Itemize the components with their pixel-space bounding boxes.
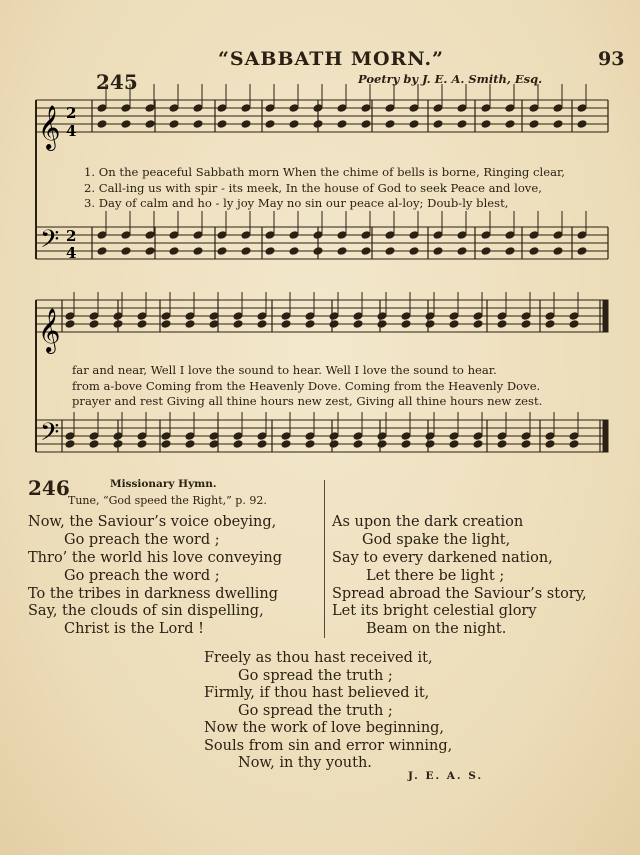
note-head bbox=[313, 104, 323, 113]
note-head bbox=[169, 120, 179, 129]
note-head bbox=[377, 312, 387, 321]
note-head bbox=[161, 312, 171, 321]
lyric-line-3: 3. Day of calm and ho - ly joy May no sin our peace al-loy; Doub-ly blest, bbox=[84, 196, 509, 210]
note-head bbox=[385, 231, 395, 240]
note-head bbox=[353, 440, 363, 449]
note-head bbox=[241, 247, 251, 256]
note-head bbox=[305, 440, 315, 449]
note-head bbox=[281, 440, 291, 449]
note-head bbox=[385, 247, 395, 256]
note-head bbox=[161, 432, 171, 441]
verse-line: As upon the dark creation bbox=[332, 514, 524, 530]
note-head bbox=[281, 432, 291, 441]
note-head bbox=[361, 120, 371, 129]
note-head bbox=[145, 120, 155, 129]
note-head bbox=[217, 231, 227, 240]
note-head bbox=[337, 247, 347, 256]
note-head bbox=[97, 120, 107, 129]
note-head bbox=[337, 120, 347, 129]
note-head bbox=[193, 247, 203, 256]
verse-line: To the tribes in darkness dwelling bbox=[28, 586, 278, 602]
note-head bbox=[545, 440, 555, 449]
note-head bbox=[193, 231, 203, 240]
note-head bbox=[289, 104, 299, 113]
hymn-246-tune: Tune, “God speed the Right,” p. 92. bbox=[68, 494, 267, 507]
note-head bbox=[361, 104, 371, 113]
note-head bbox=[425, 312, 435, 321]
note-head bbox=[89, 312, 99, 321]
note-head bbox=[257, 320, 267, 329]
note-head bbox=[505, 104, 515, 113]
note-head bbox=[217, 104, 227, 113]
note-head bbox=[497, 432, 507, 441]
note-head bbox=[281, 312, 291, 321]
note-head bbox=[65, 432, 75, 441]
note-head bbox=[257, 432, 267, 441]
note-head bbox=[433, 247, 443, 256]
note-head bbox=[377, 432, 387, 441]
note-head bbox=[521, 320, 531, 329]
note-head bbox=[401, 440, 411, 449]
note-head bbox=[497, 312, 507, 321]
note-head bbox=[553, 104, 563, 113]
note-head bbox=[481, 120, 491, 129]
note-head bbox=[185, 432, 195, 441]
note-head bbox=[97, 104, 107, 113]
note-head bbox=[449, 440, 459, 449]
note-head bbox=[521, 440, 531, 449]
note-head bbox=[473, 312, 483, 321]
verse-line: Let its bright celestial glory bbox=[332, 603, 537, 619]
note-head bbox=[329, 312, 339, 321]
page-title: “SABBATH MORN.” bbox=[218, 48, 444, 70]
note-head bbox=[505, 120, 515, 129]
lyric-line-5: from a-bove Coming from the Heavenly Dove. Coming from the Heavenly Dove. bbox=[72, 379, 541, 393]
note-head bbox=[193, 104, 203, 113]
note-head bbox=[329, 432, 339, 441]
note-head bbox=[89, 440, 99, 449]
note-head bbox=[569, 432, 579, 441]
note-head bbox=[121, 247, 131, 256]
note-head bbox=[473, 320, 483, 329]
note-head bbox=[169, 104, 179, 113]
note-head bbox=[409, 247, 419, 256]
note-head bbox=[385, 104, 395, 113]
note-head bbox=[409, 120, 419, 129]
note-head bbox=[185, 312, 195, 321]
treble-clef-icon: 𝄞 bbox=[38, 105, 61, 149]
note-head bbox=[521, 432, 531, 441]
note-head bbox=[425, 432, 435, 441]
note-head bbox=[169, 231, 179, 240]
note-head bbox=[137, 440, 147, 449]
verse-line: Now, the Saviour’s voice obeying, bbox=[28, 514, 277, 530]
note-head bbox=[473, 440, 483, 449]
column-divider bbox=[324, 480, 325, 638]
note-head bbox=[113, 312, 123, 321]
lyric-line-6: prayer and rest Giving all thine hours new zest, Giving all thine hours new zest. bbox=[72, 394, 543, 408]
note-head bbox=[265, 120, 275, 129]
note-head bbox=[473, 432, 483, 441]
verse-line: Let there be light ; bbox=[366, 568, 505, 584]
note-head bbox=[185, 320, 195, 329]
note-head bbox=[553, 231, 563, 240]
note-head bbox=[193, 120, 203, 129]
note-head bbox=[305, 320, 315, 329]
note-head bbox=[481, 247, 491, 256]
note-head bbox=[457, 120, 467, 129]
note-head bbox=[161, 320, 171, 329]
note-head bbox=[257, 440, 267, 449]
note-head bbox=[161, 440, 171, 449]
note-head bbox=[281, 320, 291, 329]
verse-line: Go spread the truth ; bbox=[238, 703, 393, 719]
note-head bbox=[433, 120, 443, 129]
final-barline bbox=[603, 300, 608, 332]
verse-line: Say, the clouds of sin dispelling, bbox=[28, 603, 264, 619]
verse-line: Souls from sin and error winning, bbox=[204, 738, 453, 754]
lyric-line-4: far and near, Well I love the sound to hear. Well I love the sound to hear. bbox=[72, 363, 497, 377]
hymn-245-number: 245 bbox=[96, 70, 138, 94]
note-head bbox=[481, 231, 491, 240]
lyric-line-2: 2. Call-ing us with spir - its meek, In the house of God to seek Peace and love, bbox=[84, 181, 542, 195]
note-head bbox=[113, 320, 123, 329]
note-head bbox=[289, 120, 299, 129]
note-head bbox=[65, 312, 75, 321]
note-head bbox=[401, 432, 411, 441]
note-head bbox=[361, 247, 371, 256]
treble-clef-icon-2: 𝄞 bbox=[38, 308, 61, 352]
note-head bbox=[241, 120, 251, 129]
note-head bbox=[401, 320, 411, 329]
note-head bbox=[65, 440, 75, 449]
note-head bbox=[121, 231, 131, 240]
note-head bbox=[233, 432, 243, 441]
note-head bbox=[361, 231, 371, 240]
note-head bbox=[65, 320, 75, 329]
note-head bbox=[145, 104, 155, 113]
note-head bbox=[433, 231, 443, 240]
note-head bbox=[577, 231, 587, 240]
note-head bbox=[137, 432, 147, 441]
note-head bbox=[241, 231, 251, 240]
bass-clef-icon-2: 𝄢 bbox=[40, 418, 60, 453]
time-signature-bottom-bass: 4 bbox=[66, 244, 77, 262]
verse-line: Go preach the word ; bbox=[64, 532, 220, 548]
note-head bbox=[457, 104, 467, 113]
note-head bbox=[265, 104, 275, 113]
note-head bbox=[481, 104, 491, 113]
note-head bbox=[521, 312, 531, 321]
verse-line: God spake the light, bbox=[362, 532, 511, 548]
note-head bbox=[377, 440, 387, 449]
note-head bbox=[89, 320, 99, 329]
note-head bbox=[313, 231, 323, 240]
note-head bbox=[97, 231, 107, 240]
note-head bbox=[137, 312, 147, 321]
note-head bbox=[217, 120, 227, 129]
note-head bbox=[169, 247, 179, 256]
hymn-246-name: Missionary Hymn. bbox=[110, 478, 217, 490]
note-head bbox=[505, 247, 515, 256]
note-head bbox=[433, 104, 443, 113]
note-head bbox=[289, 231, 299, 240]
note-head bbox=[409, 104, 419, 113]
note-head bbox=[449, 432, 459, 441]
signature: J. E. A. S. bbox=[408, 770, 484, 782]
note-head bbox=[425, 440, 435, 449]
note-head bbox=[233, 320, 243, 329]
final-barline bbox=[603, 420, 608, 452]
time-signature-top-bass: 2 bbox=[66, 227, 77, 245]
note-head bbox=[233, 312, 243, 321]
note-head bbox=[233, 440, 243, 449]
note-head bbox=[305, 432, 315, 441]
hymn-245-attribution: Poetry by J. E. A. Smith, Esq. bbox=[358, 72, 543, 86]
note-head bbox=[497, 440, 507, 449]
verse-line: Now the work of love beginning, bbox=[204, 720, 445, 736]
verse-line: Freely as thou hast received it, bbox=[204, 650, 433, 666]
verse-line: Now, in thy youth. bbox=[238, 755, 372, 771]
note-head bbox=[577, 120, 587, 129]
note-head bbox=[329, 440, 339, 449]
verse-line: Firmly, if thou hast believed it, bbox=[204, 685, 430, 701]
note-head bbox=[241, 104, 251, 113]
note-head bbox=[529, 104, 539, 113]
note-head bbox=[97, 247, 107, 256]
note-head bbox=[425, 320, 435, 329]
note-head bbox=[121, 104, 131, 113]
note-head bbox=[569, 312, 579, 321]
note-head bbox=[409, 231, 419, 240]
time-signature-bottom: 4 bbox=[66, 122, 77, 140]
note-head bbox=[313, 247, 323, 256]
bass-clef-icon: 𝄢 bbox=[40, 225, 60, 260]
verse-line: Go spread the truth ; bbox=[238, 668, 393, 684]
note-head bbox=[145, 247, 155, 256]
note-head bbox=[457, 247, 467, 256]
lyric-line-1: 1. On the peaceful Sabbath morn When the chime of bells is borne, Ringing clear, bbox=[84, 165, 565, 179]
note-head bbox=[529, 120, 539, 129]
note-head bbox=[265, 247, 275, 256]
note-head bbox=[337, 104, 347, 113]
note-head bbox=[457, 231, 467, 240]
note-head bbox=[449, 320, 459, 329]
note-head bbox=[569, 440, 579, 449]
note-head bbox=[217, 247, 227, 256]
note-head bbox=[497, 320, 507, 329]
note-head bbox=[577, 104, 587, 113]
note-head bbox=[313, 120, 323, 129]
verse-line: Spread abroad the Saviour’s story, bbox=[332, 586, 587, 602]
note-head bbox=[353, 312, 363, 321]
note-head bbox=[137, 320, 147, 329]
note-head bbox=[385, 120, 395, 129]
note-head bbox=[449, 312, 459, 321]
note-head bbox=[545, 432, 555, 441]
note-head bbox=[89, 432, 99, 441]
verse-line: Say to every darkened nation, bbox=[332, 550, 553, 566]
note-head bbox=[329, 320, 339, 329]
verse-line: Thro’ the world his love conveying bbox=[28, 550, 283, 566]
hymn-246-number: 246 bbox=[28, 476, 70, 500]
note-head bbox=[577, 247, 587, 256]
note-head bbox=[353, 320, 363, 329]
note-head bbox=[553, 247, 563, 256]
note-head bbox=[529, 231, 539, 240]
note-head bbox=[337, 231, 347, 240]
note-head bbox=[401, 312, 411, 321]
note-head bbox=[265, 231, 275, 240]
note-head bbox=[257, 312, 267, 321]
note-head bbox=[185, 440, 195, 449]
note-head bbox=[545, 312, 555, 321]
note-head bbox=[305, 312, 315, 321]
note-head bbox=[113, 440, 123, 449]
note-head bbox=[377, 320, 387, 329]
note-head bbox=[529, 247, 539, 256]
note-head bbox=[569, 320, 579, 329]
note-head bbox=[353, 432, 363, 441]
note-head bbox=[553, 120, 563, 129]
note-head bbox=[289, 247, 299, 256]
note-head bbox=[545, 320, 555, 329]
note-head bbox=[145, 231, 155, 240]
verse-line: Beam on the night. bbox=[366, 621, 507, 637]
page-number: 93 bbox=[598, 48, 625, 70]
verse-line: Go preach the word ; bbox=[64, 568, 220, 584]
note-head bbox=[113, 432, 123, 441]
note-head bbox=[505, 231, 515, 240]
note-head bbox=[121, 120, 131, 129]
time-signature-top: 2 bbox=[66, 104, 77, 122]
verse-line: Christ is the Lord ! bbox=[64, 621, 204, 637]
